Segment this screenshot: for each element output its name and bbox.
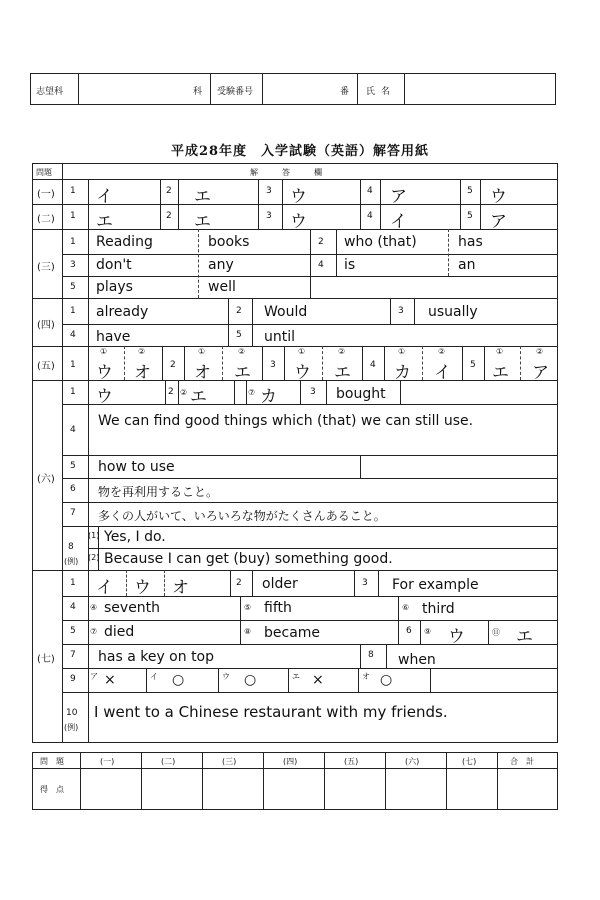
s7-answer-9a: × xyxy=(104,672,116,688)
kaito-header: 解 答 欄 xyxy=(250,168,322,177)
s6-answer-7: 多くの人がいて、いろいろな物がたくさんあること。 xyxy=(98,509,386,523)
s2-answer-5: ア xyxy=(490,212,507,232)
section-2-label: (二) xyxy=(37,214,55,225)
s5-answer-4b: イ xyxy=(434,363,451,383)
section-5-label: (五) xyxy=(37,361,55,372)
s3-answer-1b: books xyxy=(208,234,250,250)
s7-answer-6a: ウ xyxy=(448,627,465,647)
s4-answer-3: usually xyxy=(428,304,478,320)
score-tokuten-label: 得 点 xyxy=(40,785,64,794)
s5-answer-1a: ウ xyxy=(96,363,113,383)
s3-answer-4a: is xyxy=(344,257,356,273)
s6-answer-4: We can find good things which (that) we can still use. xyxy=(98,413,474,429)
s5-answer-3b: エ xyxy=(334,363,351,383)
section-4-label: (四) xyxy=(37,320,55,331)
s4-answer-5: until xyxy=(264,329,296,345)
s3-answer-5a: plays xyxy=(96,279,133,295)
s6-answer-8-2: Because I can get (buy) something good. xyxy=(104,551,393,567)
section-3-label: (三) xyxy=(37,262,55,273)
s4-answer-4: have xyxy=(96,329,131,345)
s7-answer-9d: × xyxy=(312,672,324,688)
s7-answer-9e: ○ xyxy=(380,672,393,688)
s7-answer-10: I went to a Chinese restaurant with my friends. xyxy=(94,703,448,721)
header-box xyxy=(30,73,556,105)
s6-answer-6: 物を再利用すること。 xyxy=(98,485,219,499)
score-col-5: (五) xyxy=(344,757,359,766)
s3-answer-2b: has xyxy=(458,234,483,250)
s7-answer-2: older xyxy=(262,576,298,592)
s7-answer-7: has a key on top xyxy=(98,649,215,665)
s7-answer-4c: third xyxy=(422,601,455,617)
s1-answer-1: イ xyxy=(96,187,113,207)
mondai-header: 問題 xyxy=(36,168,52,177)
score-col-3: (三) xyxy=(222,757,237,766)
s2-answer-3: ウ xyxy=(290,212,307,232)
s3-answer-5b: well xyxy=(208,279,236,295)
s4-answer-2: Would xyxy=(264,304,308,320)
s7-answer-3: For example xyxy=(392,577,479,593)
s6-answer-1: ウ xyxy=(96,387,113,407)
s7-answer-5a: died xyxy=(104,624,135,640)
s3-answer-3a: don't xyxy=(96,257,132,273)
s3-answer-2a: who (that) xyxy=(344,234,417,250)
s2-answer-4: イ xyxy=(390,212,407,232)
s1-answer-2: エ xyxy=(194,187,211,207)
s7-answer-1b: ウ xyxy=(134,578,151,598)
s1-answer-5: ウ xyxy=(490,187,507,207)
s5-answer-1b: オ xyxy=(134,363,151,383)
section-1-label: (一) xyxy=(37,189,55,200)
ka-label: 科 xyxy=(193,87,203,97)
s7-answer-4b: fifth xyxy=(264,600,292,616)
s6-answer-2: エ xyxy=(190,387,207,407)
section-6-label: (六) xyxy=(37,474,55,485)
s7-answer-9c: ○ xyxy=(244,672,257,688)
score-mondai-label: 問 題 xyxy=(40,757,64,766)
juken-label: 受験番号 xyxy=(217,87,254,97)
s6-answer-5: how to use xyxy=(98,459,175,475)
s4-answer-1: already xyxy=(96,304,149,320)
s7-answer-5b: became xyxy=(264,625,321,641)
s3-answer-1a: Reading xyxy=(96,234,153,250)
score-col-1: (一) xyxy=(100,757,115,766)
s5-answer-5a: エ xyxy=(492,363,509,383)
s5-answer-2b: エ xyxy=(234,363,251,383)
shimei-label: 氏名 xyxy=(366,87,397,97)
s3-answer-3b: any xyxy=(208,257,234,273)
s7-answer-8: when xyxy=(398,652,436,668)
s3-answer-4b: an xyxy=(458,257,476,273)
s6-answer-8-1: Yes, I do. xyxy=(104,529,166,545)
s2-answer-2: エ xyxy=(194,212,211,232)
s5-answer-4a: カ xyxy=(394,363,411,383)
s5-answer-5b: ア xyxy=(532,363,549,383)
s7-answer-9b: ○ xyxy=(172,672,185,688)
s5-answer-2a: オ xyxy=(194,363,211,383)
page-title: 平成28年度 入学試験（英語）解答用紙 xyxy=(170,144,430,159)
s7-answer-1c: オ xyxy=(172,578,189,598)
s2-answer-1: エ xyxy=(96,212,113,232)
s1-answer-3: ウ xyxy=(290,187,307,207)
score-col-6: (六) xyxy=(405,757,420,766)
s7-answer-1a: イ xyxy=(96,578,113,598)
ban-label: 番 xyxy=(340,87,350,97)
s7-answer-4a: seventh xyxy=(104,600,161,616)
s6-answer-2-7: カ xyxy=(260,387,277,407)
s5-answer-3a: ウ xyxy=(294,363,311,383)
section-7-label: (七) xyxy=(37,654,55,665)
score-col-4: (四) xyxy=(283,757,298,766)
score-col-2: (二) xyxy=(161,757,176,766)
score-col-7: (七) xyxy=(462,757,477,766)
s7-answer-6b: エ xyxy=(516,627,533,647)
score-total-label: 合 計 xyxy=(510,757,534,766)
s6-answer-3: bought xyxy=(336,386,386,402)
s1-answer-4: ア xyxy=(390,187,407,207)
shiboka-label: 志望科 xyxy=(36,87,64,97)
